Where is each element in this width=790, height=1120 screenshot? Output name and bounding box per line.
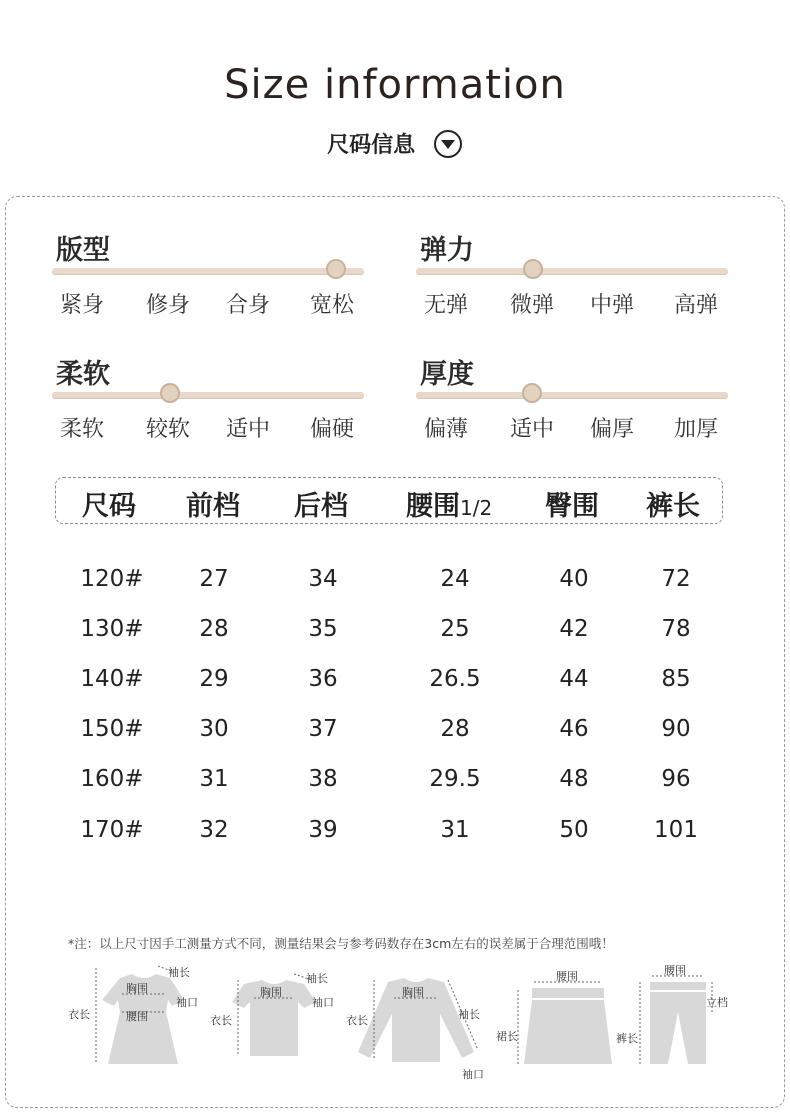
attribute-track [416,268,728,274]
subtitle-text: 尺码信息 [327,133,416,158]
header-waist-suffix: 1/2 [460,496,493,520]
size-table-header [55,477,723,524]
attribute-knob [160,383,180,403]
tshirt-label: 袖口 [312,996,334,1009]
table-cell: 85 [661,666,691,692]
dress-label: 衣长 [68,1008,90,1021]
table-cell: 96 [661,766,691,792]
table-cell: 140# [80,666,144,692]
header-front-rise: 前档 [186,491,240,522]
attribute-option: 宽松 [310,293,355,318]
dress-label: 腰围 [126,1010,148,1023]
table-cell: 160# [80,766,144,792]
header-hip: 臀围 [545,491,599,522]
table-cell: 37 [308,716,338,742]
page-title: Size information [224,62,566,108]
header-waist-label: 腰围 [406,491,460,522]
pants-diagram [612,960,742,1072]
attribute-option: 修身 [146,293,191,318]
table-cell: 42 [559,616,589,642]
skirt-diagram [494,960,614,1072]
attribute-label: 柔软 [56,359,110,390]
table-cell: 38 [308,766,338,792]
table-cell: 40 [559,566,589,592]
pants-label: 立档 [706,996,728,1009]
header-back-rise: 后档 [294,491,348,522]
table-cell: 28 [440,716,470,742]
table-cell: 39 [308,817,338,843]
attribute-option: 适中 [226,417,271,442]
table-cell: 25 [440,616,470,642]
table-cell: 31 [199,766,229,792]
tshirt-label: 胸围 [260,986,282,999]
attribute-option: 柔软 [60,417,105,442]
table-cell: 26.5 [429,666,481,692]
header-pants-length: 裤长 [646,491,700,522]
attribute-knob [326,259,346,279]
attribute-option: 偏厚 [590,417,635,442]
attribute-option: 较软 [146,417,191,442]
table-cell: 48 [559,766,589,792]
table-cell: 29 [199,666,229,692]
sweater-label: 胸围 [402,986,424,999]
sweater-label: 袖口 [462,1068,484,1081]
dress-label: 袖口 [176,996,198,1009]
tshirt-label: 衣长 [210,1014,232,1027]
table-cell: 46 [559,716,589,742]
dress-diagram [66,960,216,1072]
skirt-label: 腰围 [556,970,578,983]
attribute-track [52,268,364,274]
attribute-knob [523,259,543,279]
table-cell: 130# [80,616,144,642]
table-cell: 120# [80,566,144,592]
attribute-option: 偏薄 [424,417,469,442]
table-cell: 36 [308,666,338,692]
table-cell: 28 [199,616,229,642]
table-cell: 32 [199,817,229,843]
table-cell: 78 [661,616,691,642]
table-cell: 72 [661,566,691,592]
page-subtitle [0,128,790,159]
pants-label: 腰围 [664,964,686,977]
dress-label: 袖长 [168,966,190,979]
table-cell: 34 [308,566,338,592]
tshirt-diagram [206,960,346,1072]
table-cell: 150# [80,716,144,742]
table-cell: 29.5 [429,766,481,792]
table-cell: 90 [661,716,691,742]
measurement-note: *注：以上尺寸因手工测量方式不同，测量结果会与参考码数存在3cm左右的误差属于合理范围哦！ [68,936,614,951]
table-cell: 44 [559,666,589,692]
attribute-option: 微弹 [510,293,555,318]
chevron-down-circle-icon [433,129,463,159]
attribute-label: 弹力 [420,235,474,266]
table-cell: 31 [440,817,470,843]
pants-label: 裤长 [616,1032,638,1045]
header-waist [406,484,492,523]
header-size: 尺码 [82,491,136,522]
table-cell: 170# [80,817,144,843]
dress-label: 胸围 [126,982,148,995]
attribute-option: 合身 [226,293,271,318]
attribute-option: 加厚 [674,417,719,442]
attribute-option: 中弹 [590,293,635,318]
attribute-knob [522,383,542,403]
table-cell: 101 [654,817,698,843]
attribute-option: 高弹 [674,293,719,318]
table-cell: 27 [199,566,229,592]
sweater-label: 袖长 [458,1008,480,1021]
sweater-diagram [344,960,494,1084]
tshirt-label: 袖长 [306,972,328,985]
table-cell: 30 [199,716,229,742]
attribute-option: 偏硬 [310,417,355,442]
table-cell: 35 [308,616,338,642]
attribute-label: 版型 [56,235,110,266]
attribute-option: 紧身 [60,293,105,318]
attribute-label: 厚度 [420,359,474,390]
table-cell: 24 [440,566,470,592]
attribute-track [416,392,728,398]
table-cell: 50 [559,817,589,843]
skirt-label: 裙长 [496,1030,518,1043]
attribute-track [52,392,364,398]
attribute-option: 适中 [510,417,555,442]
sweater-label: 衣长 [346,1014,368,1027]
attribute-option: 无弹 [424,293,469,318]
